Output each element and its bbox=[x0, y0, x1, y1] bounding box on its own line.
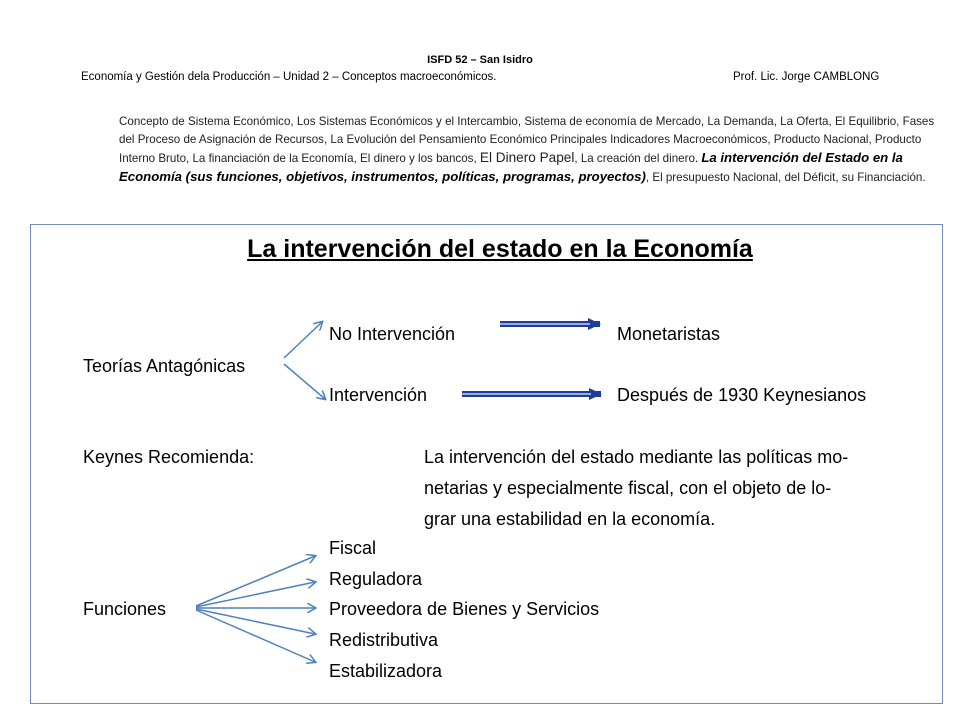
functions-label: Funciones bbox=[83, 599, 167, 619]
function-reguladora: Reguladora bbox=[329, 569, 423, 589]
arrow-to-intervention bbox=[284, 364, 325, 399]
topics-part-4: , El presupuesto Nacional, del Déficit, su Financiación. bbox=[645, 171, 926, 184]
arrow-to-reguladora bbox=[196, 582, 315, 607]
topics-part-3: , La creación del dinero. bbox=[574, 152, 702, 165]
function-proveedora: Proveedora de Bienes y Servicios bbox=[329, 599, 600, 619]
keynesianos-label: Después de 1930 Keynesianos bbox=[617, 385, 867, 405]
arrow-to-estabilizadora bbox=[196, 610, 315, 662]
arrow-to-no-intervention bbox=[284, 322, 322, 358]
theories-label: Teorías Antagónicas bbox=[83, 356, 246, 376]
topics-part-1: Concepto de Sistema Económico, Los Sistemas Económicos y el Intercambio, Sistema de economía de Mercado, La Demanda, La Oferta, El Equilibrio, Fases del Proceso de Asignación de Recursos, La Evolución del Pensamiento Económico Principales Indicadores Macroeconómicos, Producto Nacional, Producto Interno Bruto, La financiación de la Economía, El dinero y los bancos, bbox=[119, 115, 935, 165]
topics-part-2: El Dinero Papel bbox=[479, 150, 575, 165]
monetaristas-label: Monetaristas bbox=[617, 324, 721, 344]
no-intervention-label: No Intervención bbox=[329, 324, 456, 344]
topics-emphasis: La intervención del Estado en la Economía (sus funciones, objetivos, instrumentos, políticas, programas, proyectos) bbox=[119, 150, 903, 184]
arrow-to-redistributiva bbox=[196, 609, 315, 634]
course-subtitle: Economía y Gestión dela Producción – Unidad 2 – Conceptos macroeconómicos. bbox=[81, 71, 497, 83]
function-estabilizadora: Estabilizadora bbox=[329, 661, 443, 681]
professor-name: Prof. Lic. Jorge CAMBLONG bbox=[733, 71, 880, 83]
function-redistributiva: Redistributiva bbox=[329, 630, 439, 650]
keynes-line-1: La intervención del estado mediante las políticas mo- bbox=[424, 447, 849, 467]
keynes-line-3: grar una estabilidad en la economía. bbox=[424, 509, 716, 529]
arrow-to-fiscal bbox=[196, 556, 315, 606]
institution-title: ISFD 52 – San Isidro bbox=[427, 54, 533, 66]
intervention-label: Intervención bbox=[329, 385, 428, 405]
keynes-line-2: netarias y especialmente fiscal, con el objeto de lo- bbox=[424, 478, 832, 498]
keynes-label: Keynes Recomienda: bbox=[83, 447, 255, 467]
function-fiscal: Fiscal bbox=[329, 538, 377, 558]
slide-title: La intervención del estado en la Economía bbox=[247, 235, 753, 263]
